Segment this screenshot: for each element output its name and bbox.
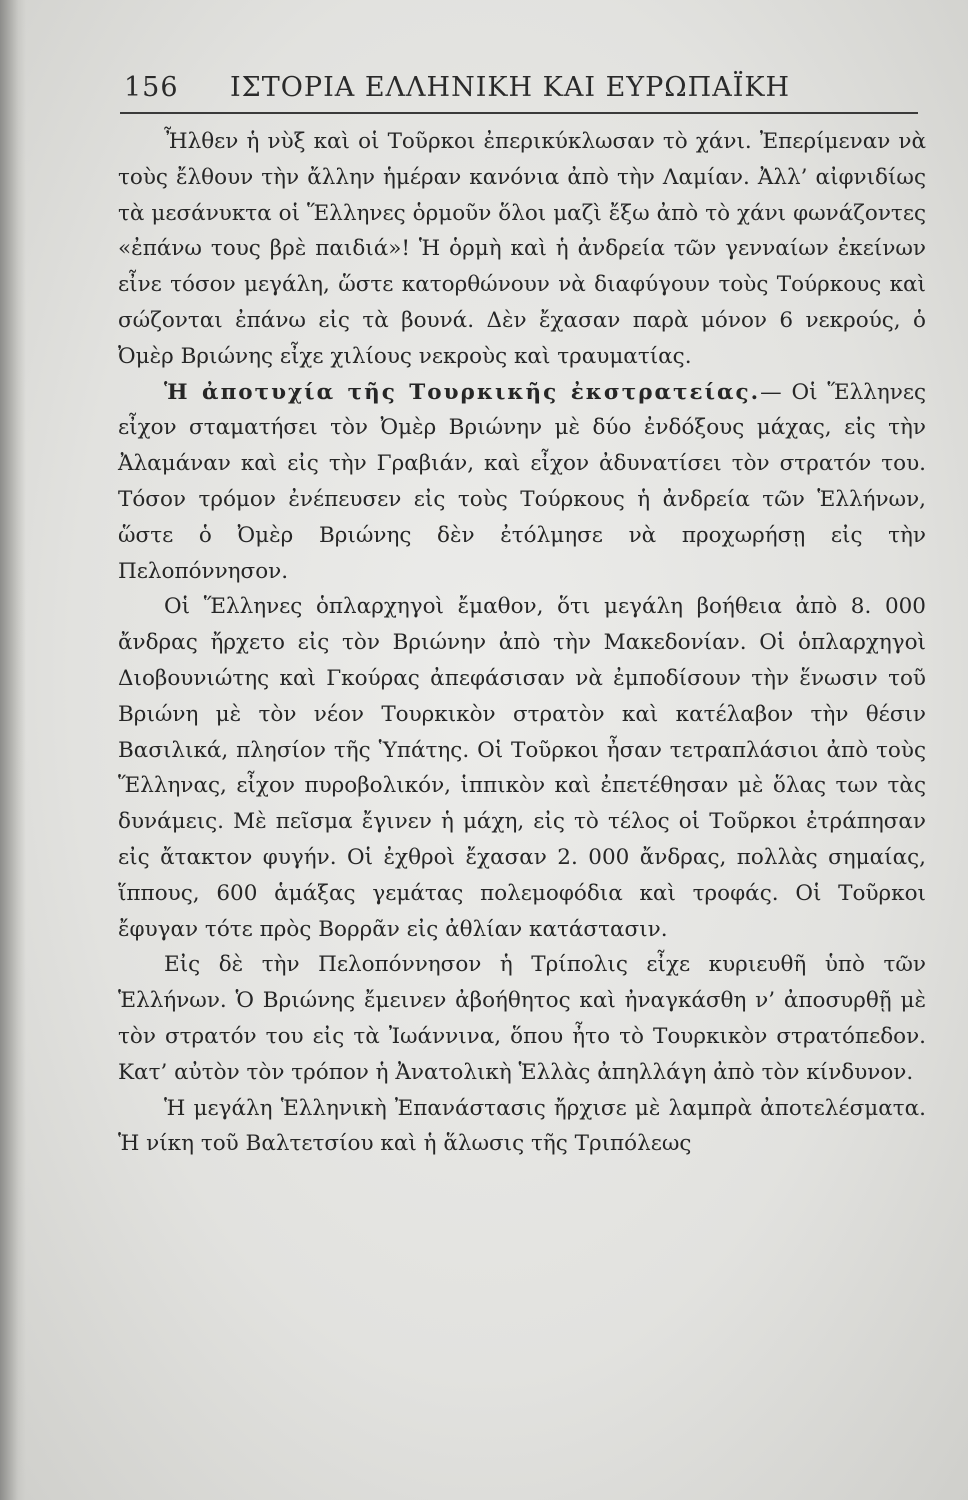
paragraph-1	[118, 124, 926, 375]
paragraph-2	[118, 375, 926, 590]
paragraph-2-text: — Οἱ Ἕλληνες εἶχον σταματήσει τὸν Ὀμὲρ Βριώνην μὲ δύο ἐνδόξους μάχας, εἰς τὴν Ἀλαμάναν καὶ εἰς τὴν Γραβιάν, καὶ εἶχον ἀδυνατίσει τὸν στρατόν του. Τόσον τρόμον ἐνέπευσεν εἰς τοὺς Τούρκους ἡ ἀνδρεία τῶν Ἑλλήνων, ὥστε ὁ Ὀμὲρ Βριώνης δὲν ἐτόλμησε νὰ προχωρήσῃ εἰς τὴν Πελοπόννησον.	[118, 379, 926, 584]
body-text	[118, 124, 926, 1162]
page-header	[118, 64, 918, 108]
paragraph-1-text: Ἦλθεν ἡ νὺξ καὶ οἱ Τοῦρκοι ἐπερικύκλωσαν τὸ χάνι. Ἐπερίμεναν νὰ τοὺς ἔλθουν τὴν ἄλλην ἡμέραν κανόνια ἀπὸ τὴν Λαμίαν. Ἀλλ’ αἰφνιδίως τὰ μεσάνυκτα οἱ Ἕλληνες ὁρμοῦν ὅλοι μαζὶ ἔξω ἀπὸ τὸ χάνι φωνάζοντες «ἐπάνω τους βρὲ παιδιά»! Ἡ ὁρμὴ καὶ ἡ ἀνδρεία τῶν γενναίων ἐκείνων εἶνε τόσον μεγάλη, ὥστε κατορθώνουν νὰ διαφύγουν τοὺς Τούρκους καὶ σώζονται ἐπάνω εἰς τὰ βουνά. Δὲν ἔχασαν παρὰ μόνον 6 νεκρούς, ὁ Ὀμὲρ Βριώνης εἶχε χιλίους νεκροὺς καὶ τραυματίας.	[118, 129, 926, 369]
page-number: 156	[124, 72, 179, 103]
paragraph-3	[118, 589, 926, 947]
paragraph-4	[118, 947, 926, 1090]
paragraph-4-text: Εἰς δὲ τὴν Πελοπόννησον ἡ Τρίπολις εἶχε κυριευθῆ ὑπὸ τῶν Ἑλλήνων. Ὁ Βριώνης ἔμεινεν ἀβοήθητος καὶ ἠναγκάσθη ν’ ἀποσυρθῇ μὲ τὸν στρατόν του εἰς τὰ Ἰωάννινα, ὅπου ἦτο τὸ Τουρκικὸν στρατόπεδον. Κατ’ αὐτὸν τὸν τρόπον ἡ Ἀνατολικὴ Ἑλλὰς ἀπηλλάγη ἀπὸ τὸν κίνδυνον.	[118, 952, 926, 1085]
paragraph-5-text: Ἡ μεγάλη Ἑλληνικὴ Ἐπανάστασις ἤρχισε μὲ λαμπρὰ ἀποτελέσματα. Ἡ νίκη τοῦ Βαλτετσίου καὶ ἡ ἅλωσις τῆς Τριπόλεως	[118, 1095, 926, 1157]
paragraph-5	[118, 1091, 926, 1163]
page-spine-shadow	[0, 0, 26, 1500]
section-heading: Ἡ ἀποτυχία τῆς Τουρκικῆς ἐκστρατείας.	[164, 379, 761, 405]
running-head: ΙΣΤΟΡΙΑ ΕΛΛΗΝΙΚΗ ΚΑΙ ΕΥΡΩΠΑΪΚΗ	[230, 72, 791, 103]
paragraph-3-text: Οἱ Ἕλληνες ὁπλαρχηγοὶ ἔμαθον, ὅτι μεγάλη βοήθεια ἀπὸ 8. 000 ἄνδρας ἤρχετο εἰς τὸν Βριώνην ἀπὸ τὴν Μακεδονίαν. Οἱ ὁπλαρχηγοὶ Διοβουνιώτης καὶ Γκούρας ἀπεφάσισαν νὰ ἐμποδίσουν τὴν ἕνωσιν τοῦ Βριώνη μὲ τὸν νέον Τουρκικὸν στρατὸν καὶ κατέλαβον τὴν θέσιν Βασιλικά, πλησίον τῆς Ὑπάτης. Οἱ Τοῦρκοι ἦσαν τετραπλάσιοι ἀπὸ τοὺς Ἕλληνας, εἶχον πυροβολικόν, ἱππικὸν καὶ ἐπετέθησαν μὲ ὅλας των τὰς δυνάμεις. Μὲ πεῖσμα ἔγινεν ἡ μάχη, εἰς τὸ τέλος οἱ Τοῦρκοι ἐτράπησαν εἰς ἄτακτον φυγήν. Οἱ ἐχθροὶ ἔχασαν 2. 000 ἄνδρας, πολλὰς σημαίας, ἵππους, 600 ἁμάξας γεμάτας πολεμοφόδια καὶ τροφάς. Οἱ Τοῦρκοι ἔφυγαν τότε πρὸς Βορρᾶν εἰς ἀθλίαν κατάστασιν.	[118, 594, 926, 942]
header-rule	[120, 112, 918, 114]
